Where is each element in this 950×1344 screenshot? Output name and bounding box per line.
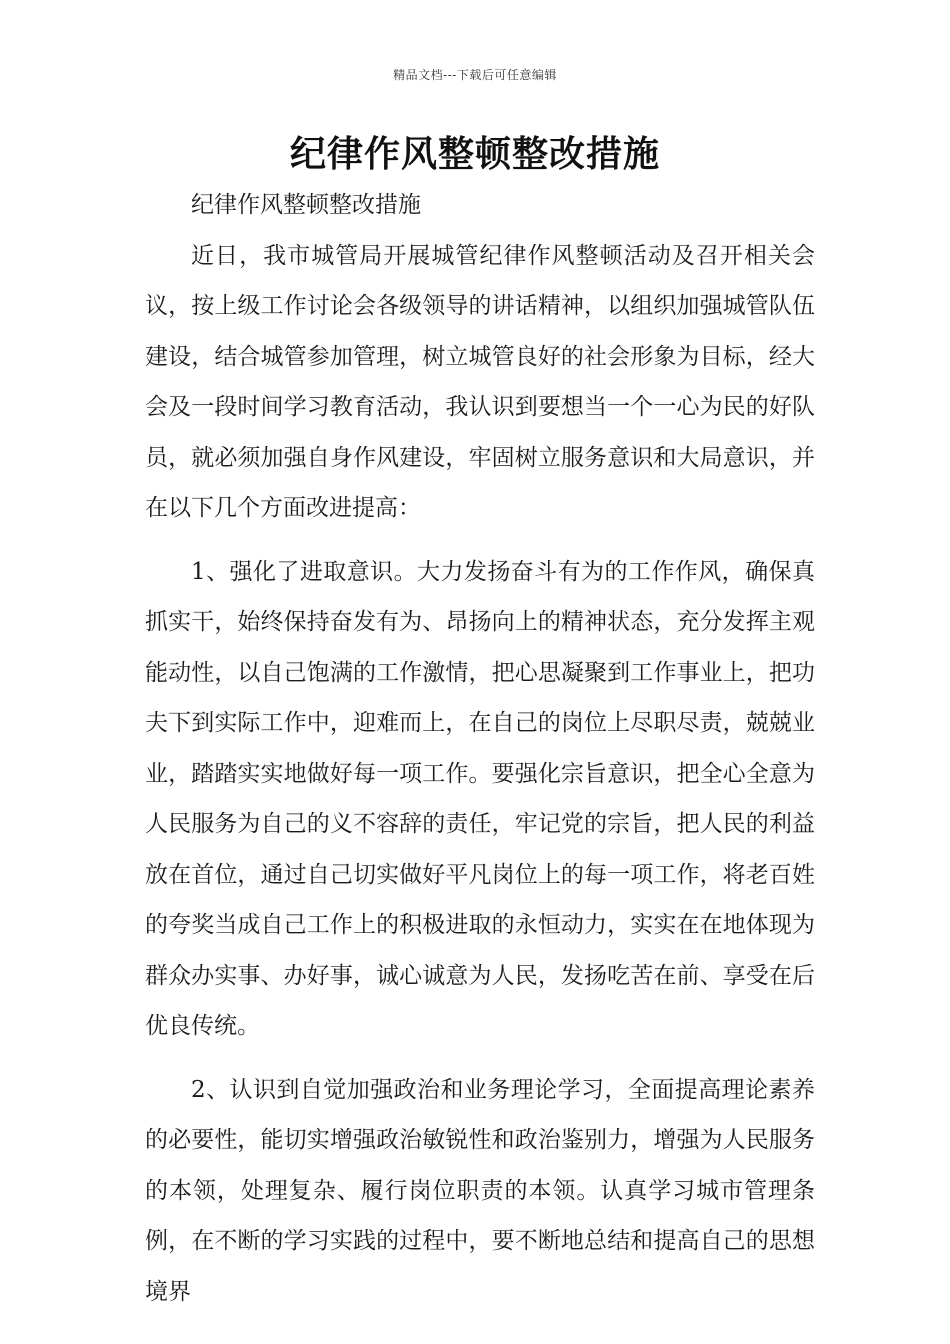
point-2-paragraph: 2、认识到自觉加强政治和业务理论学习，全面提高理论素养的必要性，能切实增强政治敏锐性和政治鉴别力，增强为人民服务的本领，处理复杂、履行岗位职责的本领。认真学习城市管理条例，在不断的学习实践的过程中，要不断地总结和提高自己的思想境界 (145, 1076, 815, 1305)
header-note: 精品文档---下载后可任意编辑 (393, 68, 557, 82)
intro-paragraph: 近日，我市城管局开展城管纪律作风整顿活动及召开相关会议，按上级工作讨论会各级领导的讲话精神，以组织加强城管队伍建设，结合城管参加管理，树立城管良好的社会形象为目标，经大会及一段时间学习教育活动，我认识到要想当一个一心为民的好队员，就必须加强自身作风建设，牢固树立服务意识和大局意识，并在以下几个方面改进提高： (145, 242, 815, 521)
document-body (145, 180, 815, 1317)
point-1-paragraph: 1、强化了进取意识。大力发扬奋斗有为的工作作风，确保真抓实干，始终保持奋发有为、昂扬向上的精神状态，充分发挥主观能动性，以自己饱满的工作激情，把心思凝聚到工作事业上，把功夫下到实际工作中，迎难而上，在自己的岗位上尽职尽责，兢兢业业，踏踏实实地做好每一项工作。要强化宗旨意识，把全心全意为人民服务为自己的义不容辞的责任，牢记党的宗旨，把人民的利益放在首位，通过自己切实做好平凡岗位上的每一项工作，将老百姓的夸奖当成自己工作上的积极进取的永恒动力，实实在在地体现为群众办实事、办好事，诚心诚意为人民，发扬吃苦在前、享受在后优良传统。 (145, 558, 815, 1039)
document-title: 纪律作风整顿整改措施 (289, 133, 660, 175)
subtitle-paragraph: 纪律作风整顿整改措施 (191, 192, 421, 218)
